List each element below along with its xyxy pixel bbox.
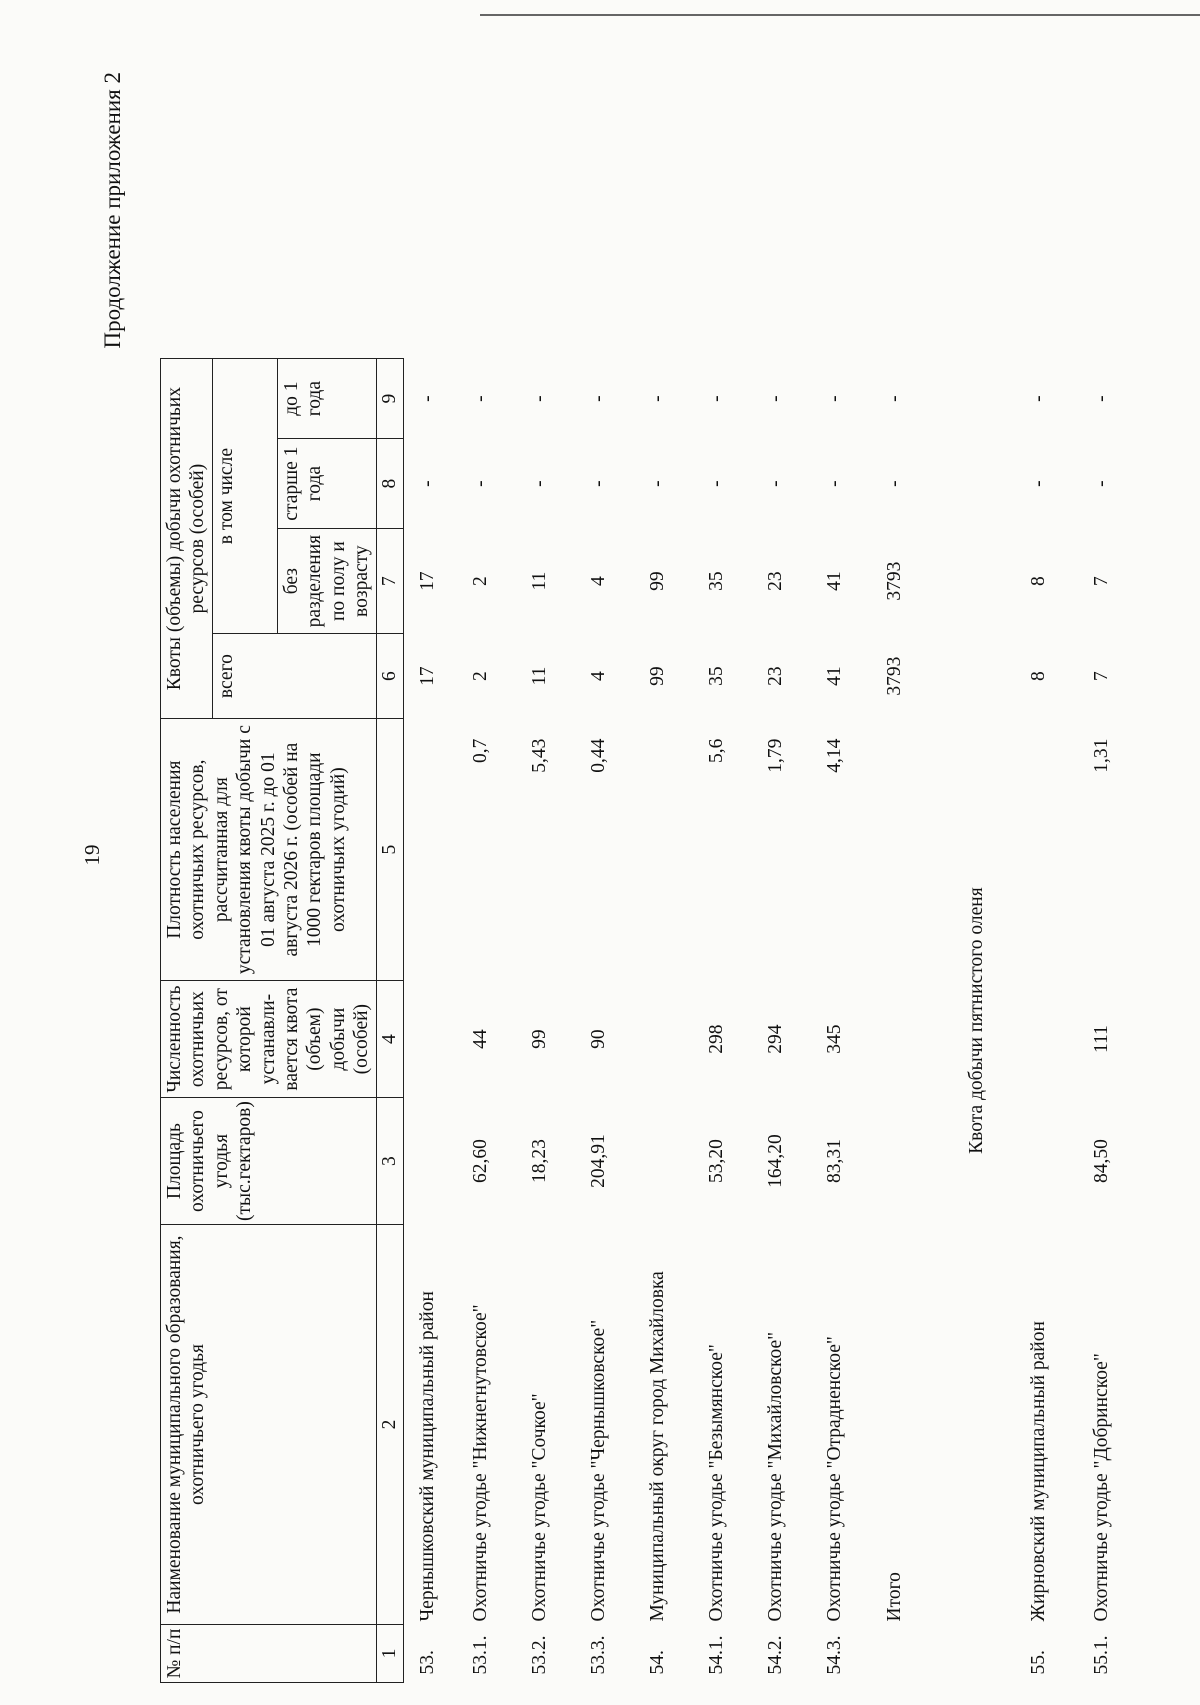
table-row	[806, 359, 865, 1683]
cell-no-sex-age: 4	[588, 576, 610, 586]
cell-area	[1005, 1098, 1073, 1225]
table-row	[452, 359, 511, 1683]
cell-population	[865, 981, 949, 1098]
cell-no: 53.1.	[470, 1635, 492, 1675]
cell-total: 17	[416, 666, 438, 686]
col-number: 8	[376, 439, 403, 529]
header-total: всего	[212, 634, 376, 719]
cell-older: -	[647, 480, 669, 487]
cell-population: 294	[765, 1024, 787, 1054]
cell-no: 53.3.	[588, 1635, 610, 1675]
cell-no-sex-age: 99	[647, 571, 669, 591]
cell-total: 2	[470, 671, 492, 681]
cell-population: 44	[470, 1029, 492, 1049]
cell-no: 55.	[1027, 1650, 1049, 1675]
cell-name: Охотничье угодье "Нижнегнутовское"	[470, 1304, 492, 1622]
cell-name: Охотничье угодье "Отрадненское"	[824, 1336, 846, 1622]
cell-density	[403, 719, 452, 981]
table-body	[403, 359, 1132, 1683]
header-older-1y: старше 1 года	[277, 439, 376, 529]
col-number: 7	[376, 529, 403, 634]
table-row	[629, 359, 688, 1683]
cell-population: 345	[824, 1024, 846, 1054]
section-caption-row	[949, 359, 1005, 1683]
cell-no-sex-age: 7	[1091, 576, 1113, 586]
col-number: 6	[376, 634, 403, 719]
cell-older: -	[1091, 480, 1113, 487]
cell-older: -	[883, 480, 905, 487]
col-number: 4	[376, 981, 403, 1098]
cell-no: 54.3.	[824, 1635, 846, 1675]
cell-under: -	[824, 395, 846, 402]
cell-under: -	[529, 395, 551, 402]
cell-density: 0,44	[588, 738, 610, 773]
cell-under: -	[1027, 395, 1049, 402]
col-number: 2	[376, 1225, 403, 1625]
cell-older: -	[765, 480, 787, 487]
cell-area	[403, 1098, 452, 1225]
cell-density: 5,43	[529, 738, 551, 773]
header-name: Наименование муниципального образования, охотничьего угодья	[161, 1225, 377, 1625]
cell-population	[403, 981, 452, 1098]
cell-no-sex-age: 23	[765, 571, 787, 591]
cell-area: 62,60	[470, 1139, 492, 1183]
total-row	[865, 359, 949, 1683]
cell-no: 53.	[416, 1650, 438, 1675]
cell-area: 204,91	[588, 1134, 610, 1188]
cell-density	[865, 719, 949, 981]
section-caption: Квота добычи пятнистого оленя	[965, 887, 987, 1154]
column-number-row	[376, 359, 403, 1683]
cell-name: Охотничье угодье "Добринское"	[1091, 1353, 1113, 1622]
cell-total: 23	[765, 666, 787, 686]
cell-no: 54.	[647, 1650, 669, 1675]
cell-total: 35	[706, 666, 728, 686]
cell-population: 90	[588, 1029, 610, 1049]
cell-older: -	[529, 480, 551, 487]
cell-total: 8	[1027, 671, 1049, 681]
col-number: 1	[376, 1625, 403, 1683]
table-header	[161, 359, 404, 1683]
cell-population	[629, 981, 688, 1098]
cell-under: -	[883, 395, 905, 402]
cell-under: -	[706, 395, 728, 402]
table-row	[747, 359, 806, 1683]
table-row	[688, 359, 747, 1683]
cell-under: -	[1091, 395, 1113, 402]
cell-area: 18,23	[529, 1139, 551, 1183]
header-including: в том числе	[212, 359, 277, 634]
cell-name: Охотничье угодье "Чернышковское"	[588, 1319, 610, 1622]
cell-under: -	[647, 395, 669, 402]
cell-population: 298	[706, 1024, 728, 1054]
cell-population: 99	[529, 1029, 551, 1049]
cell-no-sex-age: 17	[416, 571, 438, 591]
cell-older: -	[1027, 480, 1049, 487]
cell-name: Охотничье угодье "Безымянское"	[706, 1344, 728, 1622]
table-row	[1073, 359, 1132, 1683]
cell-older: -	[416, 480, 438, 487]
cell-density	[1005, 719, 1073, 981]
cell-older: -	[470, 480, 492, 487]
cell-density: 1,79	[765, 738, 787, 773]
cell-name: Итого	[883, 1572, 905, 1622]
cell-name: Охотничье угодье "Сочкое"	[529, 1393, 551, 1622]
cell-older: -	[588, 480, 610, 487]
cell-no: 55.1.	[1091, 1635, 1113, 1675]
quota-table	[160, 358, 1132, 1683]
cell-name: Муниципальный округ город Михайловка	[647, 1271, 669, 1622]
header-density: Плотность населения охотничьих ресурсов, рассчитанная для установления квоты добычи с 01 августа 2025 г. до 01 августа 2026 г. (особей на 1000 гектаров площади охотничьих угодий)	[161, 719, 377, 981]
header-area: Площадь охотничьего угодья (тыс.гектаров)	[161, 1098, 377, 1225]
cell-no	[865, 1625, 949, 1683]
cell-area: 84,50	[1091, 1139, 1113, 1183]
cell-under: -	[765, 395, 787, 402]
cell-total: 99	[647, 666, 669, 686]
table-row	[403, 359, 452, 1683]
cell-total: 11	[529, 666, 551, 686]
cell-total: 7	[1091, 671, 1113, 681]
cell-under: -	[416, 395, 438, 402]
cell-population	[1005, 981, 1073, 1098]
cell-total: 4	[588, 671, 610, 681]
cell-density: 5,6	[706, 738, 728, 763]
cell-no-sex-age: 41	[824, 571, 846, 591]
cell-no-sex-age: 2	[470, 576, 492, 586]
cell-no-sex-age: 11	[529, 571, 551, 591]
table-row	[570, 359, 629, 1683]
table-row	[511, 359, 570, 1683]
cell-under: -	[588, 395, 610, 402]
cell-density	[629, 719, 688, 981]
cell-no-sex-age: 3793	[883, 561, 905, 601]
cell-name: Жирновский муниципальный район	[1027, 1321, 1049, 1622]
cell-area: 164,20	[765, 1134, 787, 1188]
cell-under: -	[470, 395, 492, 402]
cell-name: Чернышковский муниципальный район	[416, 1291, 438, 1622]
col-number: 9	[376, 359, 403, 439]
cell-total: 3793	[883, 656, 905, 696]
cell-area	[629, 1098, 688, 1225]
cell-density: 0,7	[470, 738, 492, 763]
cell-older: -	[824, 480, 846, 487]
cell-area: 83,31	[824, 1139, 846, 1183]
col-number: 5	[376, 719, 403, 981]
cell-no-sex-age: 8	[1027, 576, 1049, 586]
cell-total: 41	[824, 666, 846, 686]
cell-name: Охотничье угодье "Михайловское"	[765, 1331, 787, 1622]
cell-area	[865, 1098, 949, 1225]
cell-no: 54.1.	[706, 1635, 728, 1675]
header-population: Численность охотничьих ресурсов, от которой устанавли-вается квота (объем) добычи (особей)	[161, 981, 377, 1098]
cell-no: 53.2.	[529, 1635, 551, 1675]
cell-area: 53,20	[706, 1139, 728, 1183]
cell-no: 54.2.	[765, 1635, 787, 1675]
cell-density: 4,14	[824, 738, 846, 773]
col-number: 3	[376, 1098, 403, 1225]
table-row	[1005, 359, 1073, 1683]
header-under-1y: до 1 года	[277, 359, 376, 439]
cell-older: -	[706, 480, 728, 487]
cell-population: 111	[1091, 1025, 1113, 1054]
page-number: 19	[80, 844, 104, 866]
cell-density: 1,31	[1091, 738, 1113, 773]
header-quota: Квоты (объемы) добычи охотничьих ресурсов (особей)	[161, 359, 213, 719]
header-no: № п/п	[161, 1625, 377, 1683]
header-no-sex-age: без разделения по полу и возрасту	[277, 529, 376, 634]
continuation-caption: Продолжение приложения 2	[100, 72, 125, 349]
cell-no-sex-age: 35	[706, 571, 728, 591]
